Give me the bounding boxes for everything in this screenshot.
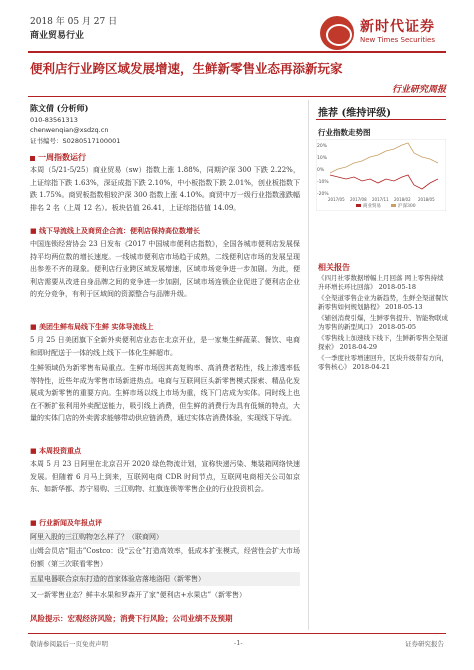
x-tick: 2018/02	[394, 197, 411, 202]
square-bullet-icon: ■	[30, 322, 40, 331]
rating-divider	[316, 119, 446, 120]
news-item[interactable]: 山姆会员店“阻击”Costco：设“云仓”打造高效率，低成本扩张模式，经营性会扩大市场份额（第三次联看零售）	[30, 547, 300, 568]
news-item[interactable]: 又一新零售业态？鲜丰水果和罗森开了家“便利店+水果店”（新零售）	[30, 591, 247, 599]
related-report-link[interactable]: 《全渠道零售企业为新趋势，生鲜全渠道餐饮新零售如何规划路程》 2018-05-13	[318, 294, 448, 311]
logo-icon	[320, 16, 354, 50]
y-tick: 0%	[317, 168, 325, 173]
x-tick: 2017/05	[328, 197, 345, 202]
footer-divider	[28, 633, 446, 634]
footer-label: 证券研究报告	[405, 640, 444, 648]
author-email: chenwenqian@xsdzq.cn	[30, 126, 109, 134]
section-paragraph: 5 月 25 日美团旗下全新外卖便利店业态在北京开业，是一家集生鲜蔬菜、餐饮、电商和即时配送于一体的线上线下一体化生鲜超市。	[30, 336, 300, 357]
author-name: 陈文倩 (分析师)	[30, 103, 89, 113]
news-item[interactable]: 五星电器联合京东打造的首家体验店落地洛阳（新零售）	[30, 575, 205, 583]
legend-swatch-commerce	[356, 204, 361, 207]
news-item[interactable]: 阿里入股的三江购物怎么样了？（联商网）	[30, 533, 163, 541]
section-paragraph: 本周（5/21-5/25）商业贸易（sw）指数上涨 1.88%，同期沪深 300 下跌 2.22%，上证综指下跌 1.63%，深证成指下跌 2.10%，中小板指数下跌 2.01%，创业板指数下跌 1.75%。商贸板指数相较沪深 300 指数上涨 4.10%。商贸中万一级行业指数涨跌幅排名 2 名（上周 12 名）。板块估值 26.41，上证综指估值 14.09。	[30, 166, 300, 212]
square-bullet-icon: ■	[30, 226, 40, 235]
x-tick: 2018/05	[418, 197, 435, 202]
square-bullet-icon: ■	[30, 446, 40, 455]
logo-text: 新时代证券	[360, 19, 435, 35]
legend-csi300: 沪深300	[398, 204, 416, 209]
section-heading: 一周指数运行	[30, 152, 86, 163]
y-tick: -20%	[317, 192, 329, 197]
page-number: -1-	[234, 639, 243, 647]
bullet-icon	[30, 156, 35, 161]
section-heading: ■ 行业新闻及年报点评	[30, 518, 103, 527]
report-date: 2018 年 05 月 27 日	[30, 17, 118, 27]
related-report-link[interactable]: 《辅创消费引爆，生鲜零售提升、智能物联成为零售的新型风口》 2018-05-05	[318, 314, 448, 331]
rating: 推荐 (维持评级)	[318, 108, 391, 119]
risk-warning: 风险提示：宏观经济风险；消费下行风险；公司业绩不及预期	[30, 614, 233, 623]
legend-swatch-csi300	[391, 204, 396, 207]
logo-subtext: New Times Securities	[360, 36, 435, 44]
related-report-link[interactable]: 《四月社零数据增幅上月回落 网上零售持续升环增长环比回落》 2018-05-18	[318, 274, 444, 291]
related-report-link[interactable]: 《一季度社零增速回升，区块升级带有方向，零售核心》 2018-04-21	[318, 354, 448, 371]
industry-label: 商业贸易行业	[30, 31, 85, 41]
page-title: 便利店行业跨区域发展增速，生鲜新零售业态再添新玩家	[30, 61, 343, 76]
section-paragraph: 中国连锁经营协会 23 日发布《2017 中国城市便利店指数》，全国各城市便利店发展保持平均两位数的增长速度。一线城市便利店市场趋于成熟，二线便利店市场的发展呈现出参差不齐的现象。便利店行业跨区域发展增速，区域市场竞争进一步加剧。为此，便利店需要从改进自身品牌之间的竞争进一步加剧，区域市场连锁企业促进了便利店企业的充分竞争，有利于区域间的资源整合与品牌升级。	[30, 240, 300, 298]
related-report-link[interactable]: 《零售线上加速线下线下，生鲜新零售全渠道探索》 2018-04-29	[318, 334, 448, 351]
section-heading: ■ 美团生鲜布局线下生鲜 实体导流线上	[30, 322, 154, 331]
legend-commerce: 商业贸易	[363, 204, 381, 209]
title-divider	[28, 96, 446, 97]
section-heading: ■ 本周投资重点	[30, 446, 82, 455]
author-phone: 010-83561313	[30, 116, 78, 124]
y-tick: 10%	[317, 156, 328, 161]
square-bullet-icon: ■	[30, 518, 40, 527]
section-paragraph: 生鲜领域仍为新零售布局重点。生鲜市场因其高复购率、高消费者粘性，线上渗透率低等特性，近些年成为零售市场新进热点。电商与互联网巨头新零售模式探索、精品化发展成为新零售的重要方向。生鲜市场以线上市场为重，线下门店成为实体。同时线上也在不断扩张利用外卖配送能力，吸引线上消费，但生鲜的消费行为具有低频的特点，大量的实体门店的外卖需求能够带动供应链消费，通过实体店消费体验，实现线下导流。	[30, 364, 300, 422]
section-paragraph: 本周 5 月 23 日阿里在北京召开 2020 绿色物流计划，宣称快递污染、集装箱网络快速发展。但随着 6 月马上到来，互联网电商 CDR 时间节点，互联网电商相关公司如京东、如新华都、苏宁易购、三江购物、红旗连锁等零售企业的行业投资机会。	[30, 460, 300, 493]
x-tick: 2017/08	[350, 197, 367, 202]
index-trend-chart	[316, 139, 446, 211]
author-cert: 证书编号：S0280517100001	[30, 137, 121, 145]
y-tick: -10%	[317, 180, 329, 185]
x-tick: 2017/11	[372, 197, 389, 202]
y-tick: 20%	[317, 144, 328, 149]
header-divider	[28, 51, 446, 53]
section-heading: ■ 线下导流线上及商贸企合流：便利店保持高位数增长	[30, 226, 201, 235]
report-type: 行业研究周报	[391, 85, 446, 95]
chart-title: 行业指数走势图	[318, 128, 371, 137]
column-divider	[308, 100, 309, 630]
related-title: 相关报告	[318, 262, 350, 272]
footer-disclaimer: 敬请参阅最后一页免责声明	[30, 640, 108, 648]
